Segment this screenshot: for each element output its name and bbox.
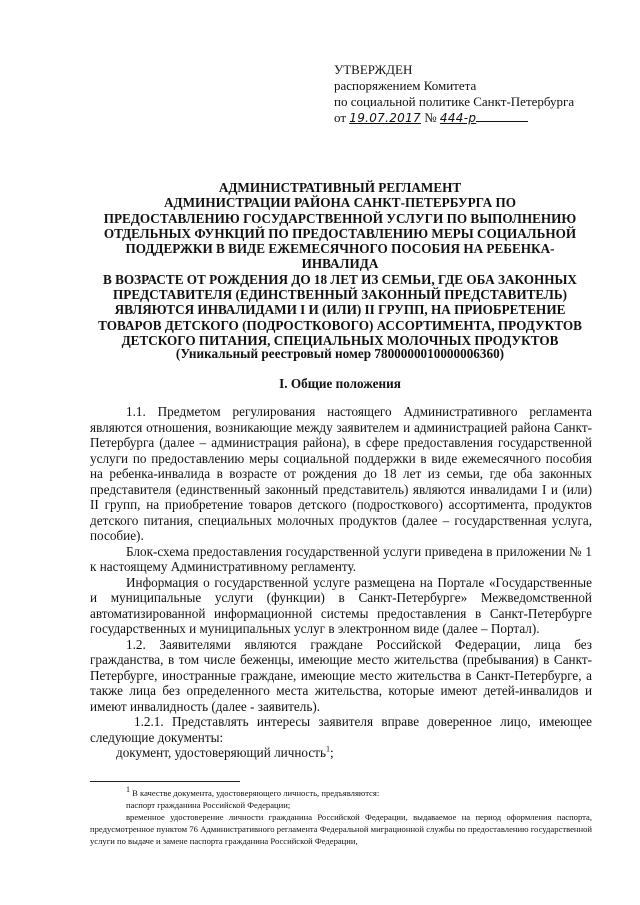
document-body [90, 404, 592, 761]
paragraph-block-scheme: Блок-схема предоставления государственной услуги приведена в приложении № 1 к настоящему Административному регламенту. [90, 543, 592, 574]
registry-number: (Уникальный реестровый номер 7800000010000006360) [175, 346, 505, 361]
paragraph-portal: Информация о государственной услуге размещена на Портале «Государственные и муниципальные услуги (функции) в Санкт-Петербурге» Межведомственной автоматизированной информационной системы предоставления в Санкт-Петербурге государственных и муниципальных услуг в электронном виде (далее – Портал). [90, 574, 592, 636]
section-heading: I. Общие положения [279, 376, 401, 391]
date-prefix: от [334, 110, 347, 125]
title-line: В ВОЗРАСТЕ ОТ РОЖДЕНИЯ ДО 18 ЛЕТ ИЗ СЕМЬИ, ГДЕ ОБА ЗАКОННЫХ [103, 271, 577, 287]
approval-date-line [334, 110, 614, 126]
approval-word: УТВЕРЖДЕН [334, 62, 413, 77]
paragraph-1-1: 1.1. Предметом регулирования настоящего Административного регламента являются отношения, возникающие между заявителем и администрацией района Санкт-Петербурга (далее – администрация района), в сфере предоставления государственной услуги по предоставлению меры социальной поддержки в виде ежемесячного пособия на ребенка-инвалида в возрасте от рождения до 18 лет из семьи, где оба законных представителя (единственный законный представитель) являются инвалидами I и (или) II групп, на приобретение товаров детского (подросткового) ассортимента, продуктов детского питания, специальных молочных продуктов (далее – государственная услуга, пособие). [90, 404, 592, 543]
footnote-divider [90, 781, 240, 782]
id-document-text: документ, удостоверяющий личность [116, 745, 326, 760]
title-line: ЯВЛЯЮТСЯ ИНВАЛИДАМИ I И (ИЛИ) II ГРУПП, НА ПРИОБРЕТЕНИЕ [114, 302, 566, 318]
handwritten-date: 19.07.2017 [349, 111, 421, 125]
paragraph-id-document [90, 745, 592, 761]
paragraph-1-2: 1.2. Заявителями являются граждане Российской Федерации, лица без гражданства, в том числе беженцы, имеющие место жительства (пребывания) в Санкт-Петербурге, иностранные граждане, имеющие место жительства в Санкт-Петербурге, а также лица без определенного места жительства, которые имеют детей-инвалидов и имеют инвалидность (далее - заявитель). [90, 636, 592, 714]
footnotes [90, 787, 592, 847]
title-line: ПРЕДСТАВИТЕЛЯ (ЕДИНСТВЕННЫЙ ЗАКОННЫЙ ПРЕДСТАВИТЕЛЬ) [113, 287, 567, 303]
approval-stamp [334, 62, 614, 126]
footnote-marker: 1 [126, 785, 130, 795]
title-line: ПРЕДОСТАВЛЕНИЮ ГОСУДАРСТВЕННОЙ УСЛУГИ ПО ВЫПОЛНЕНИЮ [103, 210, 577, 226]
title-line: ДЕТСКОГО ПИТАНИЯ, СПЕЦИАЛЬНЫХ МОЛОЧНЫХ ПРОДУКТОВ [121, 332, 559, 348]
footnote-passport: паспорт гражданина Российской Федерации; [126, 800, 291, 810]
number-prefix: № [424, 110, 437, 125]
approval-line-1: распоряжением Комитета [334, 78, 477, 93]
paragraph-1-2-1: 1.2.1. Представлять интересы заявителя вправе доверенное лицо, имеющее следующие документы: [90, 714, 592, 745]
approval-line-2: по социальной политике Санкт-Петербурга [334, 94, 575, 109]
document-title [88, 180, 592, 348]
footnote-1 [90, 787, 592, 799]
id-document-end: ; [329, 745, 334, 760]
title-line: ТОВАРОВ ДЕТСКОГО (ПОДРОСТКОВОГО) АССОРТИМЕНТА, ПРОДУКТОВ [98, 317, 582, 333]
title-line: АДМИНИСТРАТИВНЫЙ РЕГЛАМЕНТ [218, 180, 462, 195]
footnote-temp-id: временное удостоверение личности гражданина Российской Федерации, выдаваемое на период оформления паспорта, предусмотренное пунктом 76 Административного регламента Федеральной миграционной службы по предоставлению государственной услуги по выдаче и замене паспорта гражданина Российской Федерации, [90, 812, 592, 846]
handwritten-number: 444-р [439, 111, 477, 125]
title-line: ОТДЕЛЬНЫХ ФУНКЦИЙ ПО ПРЕДОСТАВЛЕНИЮ МЕРЫ СОЦИАЛЬНОЙ [103, 225, 577, 241]
footnote-1-text: В качестве документа, удостоверяющего личность, предъявляются: [130, 788, 380, 798]
title-line: ПОДДЕРЖКИ В ВИДЕ ЕЖЕМЕСЯЧНОГО ПОСОБИЯ НА РЕБЕНКА-ИНВАЛИДА [125, 241, 555, 272]
title-line: АДМИНИСТРАЦИИ РАЙОНА САНКТ-ПЕТЕРБУРГА ПО [164, 195, 516, 211]
footnote-ref[interactable]: 1 [325, 744, 330, 754]
